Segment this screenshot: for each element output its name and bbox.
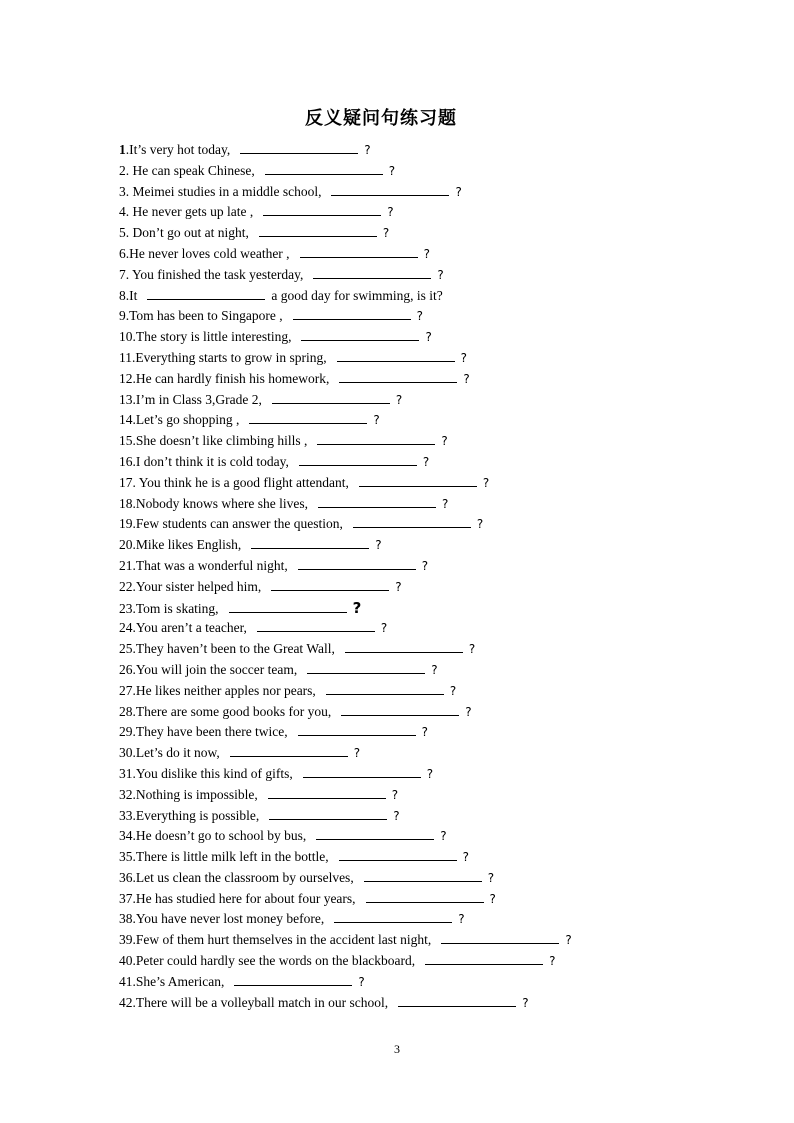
question-item — [119, 993, 679, 1014]
question-mark: ? — [462, 850, 469, 865]
question-mark: ? — [549, 954, 556, 969]
question-item — [119, 244, 679, 265]
question-mark: ? — [426, 766, 434, 781]
question-item — [119, 660, 679, 681]
page-number: 3 — [394, 1042, 400, 1056]
question-mark: ? — [458, 912, 465, 927]
question-item — [119, 494, 679, 515]
question-mark: ? — [380, 621, 388, 636]
question-item — [119, 514, 679, 535]
question-item — [119, 431, 679, 452]
question-text: 22.Your sister helped him, — [119, 578, 262, 594]
answer-blank[interactable] — [298, 556, 416, 570]
answer-blank[interactable] — [339, 847, 457, 861]
answer-blank[interactable] — [353, 514, 471, 528]
question-mark: ? — [358, 974, 365, 989]
question-mark: ? — [487, 870, 495, 885]
answer-blank[interactable] — [307, 660, 425, 674]
question-text: 26.You will join the soccer team, — [119, 661, 298, 677]
question-text: 8.It — [119, 287, 138, 303]
question-mark: ? — [463, 371, 470, 386]
answer-blank[interactable] — [364, 868, 482, 882]
question-mark: ? — [395, 579, 402, 594]
question-mark: ? — [431, 662, 438, 677]
answer-blank[interactable] — [331, 182, 449, 196]
question-text: 4. He never gets up late , — [119, 204, 254, 220]
question-text: 13.I’m in Class 3,Grade 2, — [119, 391, 262, 407]
question-mark: ? — [441, 434, 448, 449]
question-item — [119, 806, 679, 827]
question-text: 30.Let’s do it now, — [119, 745, 220, 761]
question-mark: ? — [388, 163, 396, 178]
answer-blank[interactable] — [339, 369, 457, 383]
answer-blank[interactable] — [318, 494, 436, 508]
question-number: 1 — [119, 142, 126, 157]
question-text: 2. He can speak Chinese, — [119, 162, 255, 178]
answer-blank[interactable] — [259, 223, 377, 237]
question-text: 36.Let us clean the classroom by ourselves, — [119, 869, 354, 885]
question-text: 24.You aren’t a teacher, — [119, 620, 247, 636]
question-text: 20.Mike likes English, — [119, 537, 242, 553]
answer-blank[interactable] — [366, 889, 484, 903]
question-text: 5. Don’t go out at night, — [119, 225, 249, 241]
question-text: 40.Peter could hardly see the words on the blackboard, — [119, 953, 416, 969]
answer-blank[interactable] — [269, 806, 387, 820]
question-item — [119, 681, 679, 702]
question-item — [119, 410, 679, 431]
question-item — [119, 140, 679, 161]
answer-blank[interactable] — [257, 618, 375, 632]
question-mark: ? — [437, 267, 444, 282]
answer-blank[interactable] — [303, 764, 421, 778]
question-text: 42.There will be a volleyball match in our school, — [119, 994, 389, 1010]
answer-blank[interactable] — [317, 431, 435, 445]
question-mark: ? — [352, 598, 362, 617]
answer-blank[interactable] — [251, 535, 369, 549]
question-item — [119, 390, 679, 411]
question-item — [119, 972, 679, 993]
question-text: 19.Few students can answer the question, — [119, 516, 343, 532]
question-item — [119, 639, 679, 660]
answer-blank[interactable] — [263, 202, 381, 216]
question-item — [119, 951, 679, 972]
question-text: 9.Tom has been to Singapore , — [119, 308, 283, 324]
question-text: 28.There are some good books for you, — [119, 703, 332, 719]
question-item — [119, 286, 679, 307]
question-text: 32.Nothing is impossible, — [119, 786, 258, 802]
question-item — [119, 743, 679, 764]
answer-blank[interactable] — [326, 681, 444, 695]
answer-blank[interactable] — [234, 972, 352, 986]
question-mark: ? — [421, 558, 429, 573]
answer-blank[interactable] — [230, 743, 348, 757]
question-item — [119, 452, 679, 473]
question-mark: ? — [482, 475, 490, 490]
question-item — [119, 161, 679, 182]
answer-blank[interactable] — [249, 410, 367, 424]
answer-blank[interactable] — [229, 599, 347, 613]
question-item — [119, 577, 679, 598]
question-item — [119, 868, 679, 889]
question-text: 25.They haven’t been to the Great Wall, — [119, 641, 335, 657]
question-item — [119, 826, 679, 847]
question-mark: ? — [423, 246, 430, 261]
question-text: 33.Everything is possible, — [119, 807, 260, 823]
question-text-after-blank: a good day for swimming, is it? — [271, 287, 443, 303]
answer-blank[interactable] — [147, 286, 265, 300]
question-item — [119, 327, 679, 348]
answer-blank[interactable] — [265, 161, 383, 175]
answer-blank[interactable] — [240, 140, 358, 154]
question-item — [119, 702, 679, 723]
question-mark: ? — [449, 683, 457, 698]
question-item — [119, 202, 679, 223]
answer-blank[interactable] — [359, 473, 477, 487]
question-item — [119, 889, 679, 910]
question-mark: ? — [455, 184, 462, 199]
question-mark: ? — [465, 704, 472, 719]
answer-blank[interactable] — [301, 327, 419, 341]
question-item — [119, 785, 679, 806]
answer-blank[interactable] — [316, 826, 434, 840]
question-text: 21.That was a wonderful night, — [119, 557, 288, 573]
answer-blank[interactable] — [298, 722, 416, 736]
question-mark: ? — [489, 891, 496, 906]
answer-blank[interactable] — [334, 909, 452, 923]
question-text: 18.Nobody knows where she lives, — [119, 495, 308, 511]
question-text: 15.She doesn’t like climbing hills , — [119, 433, 308, 449]
question-item — [119, 223, 679, 244]
question-text: 37.He has studied here for about four years, — [119, 890, 356, 906]
question-text: 39.Few of them hurt themselves in the accident last night, — [119, 932, 432, 948]
answer-blank[interactable] — [337, 348, 455, 362]
question-mark: ? — [375, 538, 382, 553]
question-text: 12.He can hardly finish his homework, — [119, 370, 330, 386]
question-text: 7. You finished the task yesterday, — [119, 266, 304, 282]
question-item — [119, 930, 679, 951]
question-text: 34.He doesn’t go to school by bus, — [119, 828, 307, 844]
question-text: 14.Let’s go shopping , — [119, 412, 240, 428]
question-list — [119, 140, 679, 1013]
answer-blank[interactable] — [441, 930, 559, 944]
question-mark: ? — [421, 725, 429, 740]
question-mark: ? — [395, 392, 403, 407]
question-item — [119, 535, 679, 556]
question-mark: ? — [382, 226, 390, 241]
question-text: 23.Tom is skating, — [119, 600, 219, 616]
answer-blank[interactable] — [293, 306, 411, 320]
answer-blank[interactable] — [345, 639, 463, 653]
question-text: 27.He likes neither apples nor pears, — [119, 682, 316, 698]
question-item — [119, 598, 679, 619]
question-item — [119, 722, 679, 743]
question-item — [119, 306, 679, 327]
question-mark: ? — [422, 454, 430, 469]
question-mark: ? — [391, 787, 399, 802]
question-mark: ? — [440, 829, 447, 844]
answer-blank[interactable] — [398, 993, 516, 1007]
question-item — [119, 909, 679, 930]
answer-blank[interactable] — [272, 390, 390, 404]
question-item — [119, 618, 679, 639]
answer-blank[interactable] — [300, 244, 418, 258]
question-text: 10.The story is little interesting, — [119, 329, 292, 345]
question-item — [119, 369, 679, 390]
question-item — [119, 473, 679, 494]
question-text: 6.He never loves cold weather , — [119, 245, 290, 261]
question-item — [119, 764, 679, 785]
question-text: .It’s very hot today, — [125, 142, 231, 157]
question-mark: ? — [364, 143, 371, 157]
answer-blank[interactable] — [268, 785, 386, 799]
question-mark: ? — [468, 642, 476, 657]
question-text: 16.I don’t think it is cold today, — [119, 453, 289, 469]
question-item — [119, 556, 679, 577]
answer-blank[interactable] — [341, 702, 459, 716]
question-item — [119, 348, 679, 369]
question-text: 29.They have been there twice, — [119, 724, 288, 740]
question-mark: ? — [522, 995, 529, 1010]
question-text: 11.Everything starts to grow in spring, — [119, 349, 327, 365]
answer-blank[interactable] — [299, 452, 417, 466]
question-item — [119, 182, 679, 203]
question-text: 17. You think he is a good flight attendant, — [119, 474, 349, 490]
question-mark: ? — [393, 808, 400, 823]
question-mark: ? — [441, 496, 449, 511]
question-mark: ? — [416, 309, 424, 324]
answer-blank[interactable] — [271, 577, 389, 591]
answer-blank[interactable] — [313, 265, 431, 279]
question-text: 31.You dislike this kind of gifts, — [119, 765, 293, 781]
question-text: 35.There is little milk left in the bottle, — [119, 849, 329, 865]
question-text: 38.You have never lost money before, — [119, 911, 325, 927]
question-mark: ? — [476, 517, 484, 532]
question-mark: ? — [565, 933, 572, 948]
question-text: 41.She’s American, — [119, 973, 225, 989]
question-mark: ? — [373, 413, 380, 428]
question-mark: ? — [387, 205, 394, 220]
question-item — [119, 847, 679, 868]
question-mark: ? — [460, 350, 467, 365]
question-item — [119, 265, 679, 286]
question-text: 3. Meimei studies in a middle school, — [119, 183, 322, 199]
question-mark: ? — [425, 330, 432, 345]
question-mark: ? — [353, 746, 361, 761]
answer-blank[interactable] — [425, 951, 543, 965]
page-title: 反义疑问句练习题 — [305, 108, 457, 129]
